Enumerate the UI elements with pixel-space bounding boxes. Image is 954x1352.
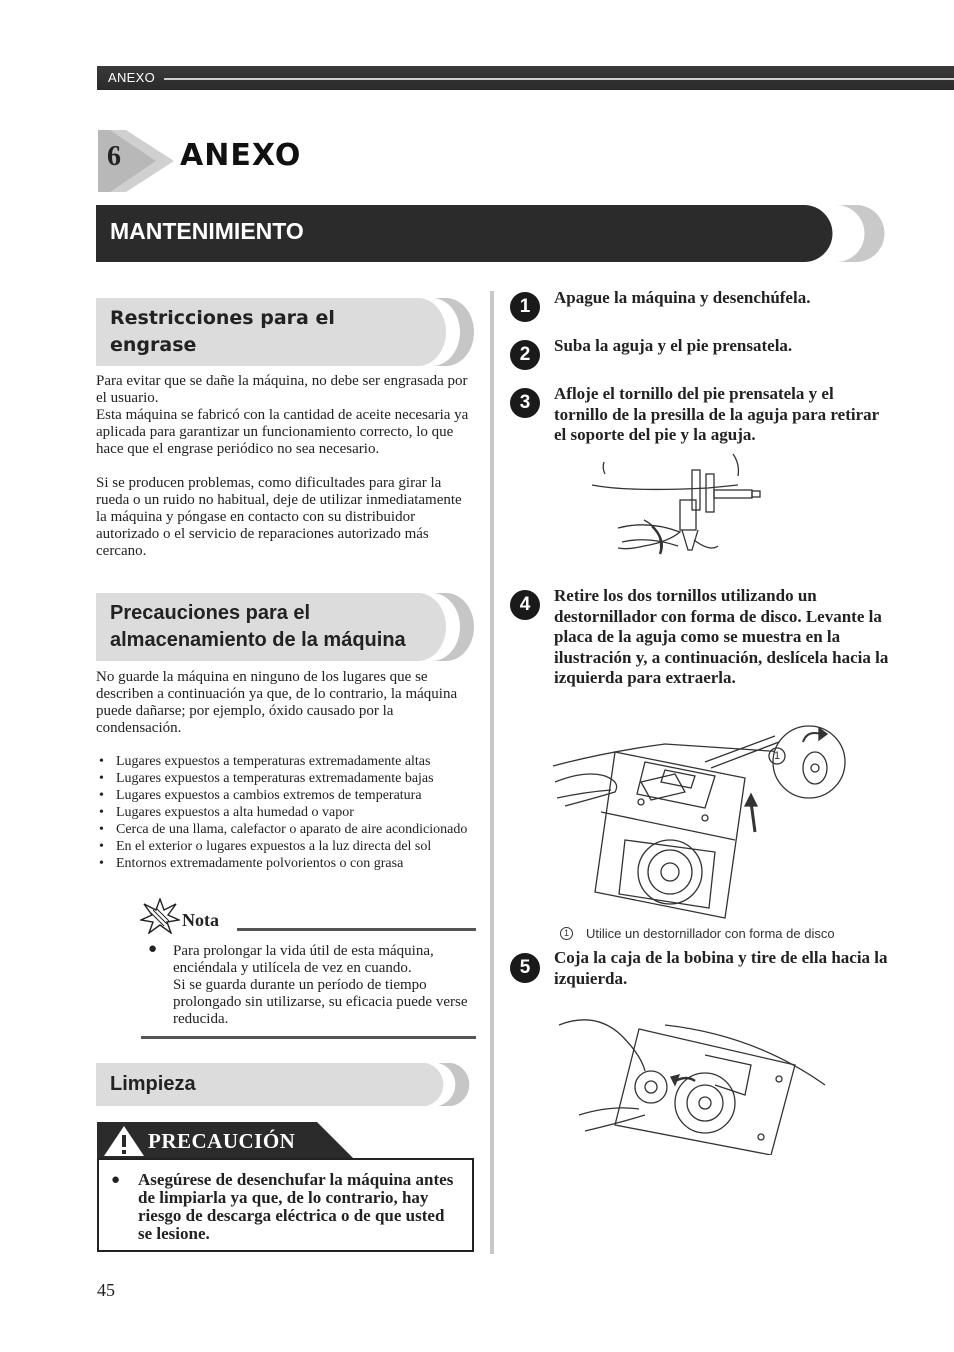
list-item: • Cerca de una llama, calefactor o aparato de aire acondicionado [97,821,479,838]
step-number: 1 [519,296,531,317]
list-item: • En el exterior o lugares expuestos a la luz directa del sol [97,838,479,855]
almacenamiento-heading-line2: almacenamiento de la máquina [110,629,406,651]
engrase-paragraph-2: Esta máquina se fabricó con la cantidad de aceite necesaria ya aplicada para garantizar un funcionamiento correcto, lo que hace que el engrase periódico no sea necesario. [96,407,469,457]
engrase-paragraph-1: Para evitar que se dañe la máquina, no debe ser engrasada por el usuario. [96,373,468,406]
note-bottom-rule [141,1036,476,1039]
presser-foot-removal-illustration [588,450,773,575]
caution-bullet-icon: ● [111,1172,121,1188]
step-text: Retire los dos tornillos utilizando un destornillador con forma de disco. Levante la placa de la aguja como se muestra en la ilustración y, a continuación, deslícela hacia la izquierda para extraerla. [554,586,889,687]
engrase-body [96,373,476,560]
step-number: 4 [519,594,531,615]
step-number: 5 [519,957,531,978]
step-text: Coja la caja de la bobina y tire de ella hacia la izquierda. [554,948,888,988]
note-line-2: Si se guarda durante un período de tiempo prolongado sin utilizarse, su eficacia puede verse reducida. [173,977,468,1027]
list-item: • Lugares expuestos a cambios extremos de temperatura [97,787,479,804]
chapter-number: 6 [107,141,121,172]
note-top-rule [237,928,476,931]
caution-text: Asegúrese de desenchufar la máquina antes de limpiarla ya que, de lo contrario, hay riesgo de descarga eléctrica o de que usted se lesione. [138,1170,454,1243]
list-item: • Lugares expuestos a temperaturas extremadamente altas [97,753,479,770]
step-text: Afloje el tornillo del pie prensatela y el tornillo de la presilla de la aguja para retirar el soporte del pie y la aguja. [554,384,879,444]
bobbin-case-removal-illustration [555,1005,835,1155]
step-number: 3 [519,392,531,413]
running-header-title: ANEXO [108,70,156,85]
step-text: Apague la máquina y desenchúfela. [554,288,811,307]
almacenamiento-intro: No guarde la máquina en ninguno de los lugares que se describen a continuación ya que, de lo contrario, la máquina puede dañarse; por ejemplo, óxido causado por la condensación. [96,669,458,736]
list-item: • Lugares expuestos a alta humedad o vapor [97,804,479,821]
caution-label: PRECAUCIÓN [148,1129,296,1153]
engrase-paragraph-3: Si se producen problemas, como dificultades para girar la rueda o un ruido no habitual, deje de utilizar inmediatamente la máquina y póngase en contacto con su distribuidor autorizado o el servicio de reparaciones autorizado más cercano. [96,475,462,559]
figure-caption: Utilice un destornillador con forma de disco [586,926,835,941]
engrase-heading-line2: engrase [110,334,197,356]
section-title: MANTENIMIENTO [110,218,304,244]
engrase-heading [110,305,410,359]
list-item: • Entornos extremadamente polvorientos o con grasa [97,855,479,872]
caption-callout-number: 1 [563,928,569,938]
callout-number: 1 [773,750,781,762]
storage-warning-list [97,753,479,872]
note-label: Nota [182,910,219,930]
note-bullet-icon: ● [148,941,158,957]
running-header-rule [164,78,954,80]
list-item: • Lugares expuestos a temperaturas extremadamente bajas [97,770,479,787]
column-divider [490,291,494,1254]
limpieza-heading: Limpieza [110,1073,196,1095]
note-line-1: Para prolongar la vida útil de esta máquina, enciéndala y utilícela de vez en cuando. [173,943,434,976]
step-number: 2 [519,344,531,365]
almacenamiento-heading-line1: Precauciones para el [110,602,311,624]
note-sparkle-icon [140,898,180,934]
engrase-heading-line1: Restricciones para el [110,307,335,329]
chapter-title: ANEXO [180,138,302,173]
step-text: Suba la aguja y el pie prensatela. [554,336,793,355]
needle-plate-removal-illustration [545,722,850,922]
almacenamiento-heading [110,600,420,654]
page-number: 45 [97,1280,115,1300]
note-text [173,943,478,1028]
